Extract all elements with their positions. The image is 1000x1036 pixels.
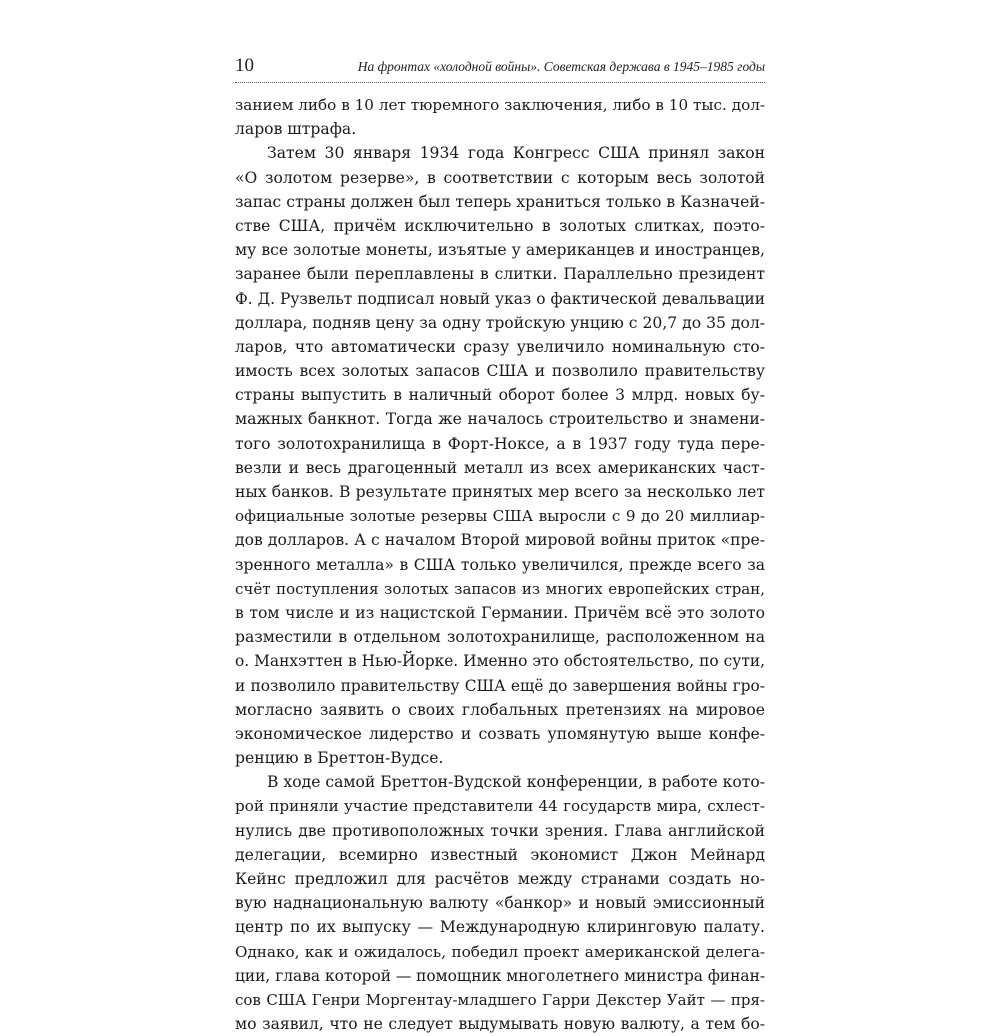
text-line: заранее были переплавлены в слитки. Параллельно президент [235, 265, 765, 284]
text-line: ции, глава которой — помощник многолетнего министра финан- [235, 966, 766, 985]
text-line: центр по их выпуску — Международную клиринговую палату. [235, 918, 765, 937]
text-line: занием либо в 10 лет тюремного заключения, либо в 10 тыс. дол- [235, 96, 765, 114]
text-line: зренного металла» в США только увеличился, прежде всего за [235, 555, 765, 574]
text-line: рой приняли участие представители 44 государств мира, схлест- [235, 797, 765, 816]
text-line: стве США, причём исключительно в золотых слитках, поэто- [235, 216, 765, 235]
text-line: Кейнс предложил для расчётов между странами создать но- [235, 870, 765, 888]
text-line: ренцию в Бреттон-Вудсе. [235, 749, 444, 768]
body-text [235, 93, 765, 1036]
text-line: нулись две противоположных точки зрения. Глава английской [235, 821, 765, 840]
text-line: официальные золотые резервы США выросли с 9 до 20 миллиар- [235, 507, 765, 526]
text-line: счёт поступления золотых запасов из многих европейских стран, [235, 579, 765, 598]
text-line: разместили в отдельном золотохранилище, расположенном на [235, 628, 765, 647]
text-line: запас страны должен был теперь храниться только в Казначей- [235, 192, 765, 211]
text-line: экономическое лидерство и созвать упомянутую выше конфе- [235, 724, 765, 743]
text-line: могласно заявить о своих глобальных претензиях на мировое [235, 700, 765, 719]
text-line: дов долларов. А с началом Второй мировой войны приток «пре- [235, 531, 765, 550]
text-line: в том числе и из нацистской Германии. Причём всё это золото [235, 603, 765, 622]
text-line: В ходе самой Бреттон-Вудской конференции, в работе кото- [267, 773, 766, 792]
text-line: ларов штрафа. [235, 120, 357, 139]
text-line: имость всех золотых запасов США и позволило правительству [235, 362, 765, 381]
header-dotted-rule [235, 82, 765, 83]
text-line: ларов, что автоматически сразу увеличило номинальную сто- [235, 337, 765, 356]
text-line: Ф. Д. Рузвельт подписал новый указ о фактической девальвации [235, 289, 765, 308]
text-line: вую наднациональную валюту «банкор» и новый эмиссионный [235, 894, 765, 913]
text-line: «О золотом резерве», в соответствии с которым весь золотой [235, 168, 765, 187]
text-line: мажных банкнот. Тогда же началось строительство и знамени- [235, 410, 765, 429]
text-line: везли и весь драгоценный металл из всех американских част- [235, 458, 765, 477]
text-line: страны выпустить в наличный оборот более 3 млрд. новых бу- [235, 386, 765, 405]
text-line: о. Манхэттен в Нью-Йорке. Именно это обстоятельство, по сути, [235, 652, 765, 671]
running-title: На фронтах «холодной войны». Советская держава в 1945–1985 годы [357, 59, 765, 74]
text-line: му все золотые монеты, изъятые у американцев и иностранцев, [235, 241, 765, 260]
text-line: сов США Генри Моргентау-младшего Гарри Декстер Уайт — пря- [235, 990, 765, 1009]
text-line: мо заявил, что не следует выдумывать новую валюту, а тем бо- [235, 1015, 765, 1034]
text-line: и позволило правительству США ещё до завершения войны гро- [235, 676, 765, 695]
text-line: того золотохранилища в Форт-Ноксе, а в 1937 году туда пере- [235, 434, 765, 453]
running-head [235, 52, 765, 80]
text-line: Затем 30 января 1934 года Конгресс США принял закон [267, 144, 765, 163]
text-line: Однако, как и ожидалось, победил проект американской делега- [235, 942, 765, 961]
page-number: 10 [235, 55, 254, 76]
text-line: доллара, подняв цену за одну тройскую унцию с 20,7 до 35 дол- [235, 313, 766, 332]
book-page [235, 52, 765, 1036]
text-line: ных банков. В результате принятых мер всего за несколько лет [235, 483, 765, 501]
text-line: делегации, всемирно известный экономист Джон Мейнард [235, 845, 765, 864]
